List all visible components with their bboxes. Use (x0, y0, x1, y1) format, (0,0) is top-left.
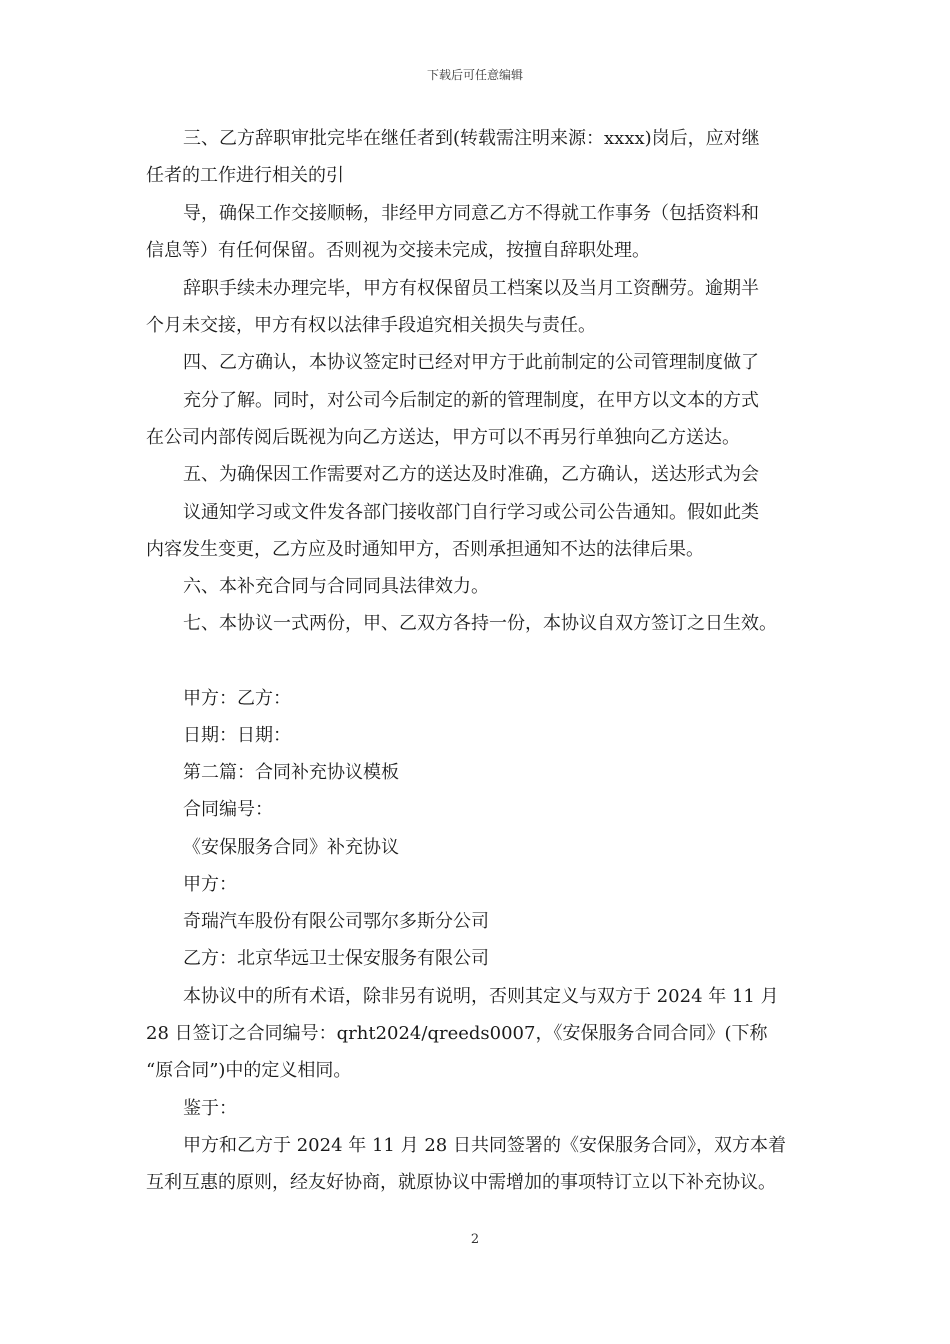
paragraph-line: 个月未交接，甲方有权以法律手段追究相关损失与责任。 (146, 315, 596, 336)
page-header: 下载后可任意编辑 (426, 68, 523, 82)
party-a-name: 奇瑞汽车股份有限公司鄂尔多斯分公司 (183, 911, 489, 932)
paragraph-line: 导，确保工作交接顺畅，非经甲方同意乙方不得就工作事务（包括资料和 (183, 203, 759, 224)
paragraph-line: 四、乙方确认，本协议签定时已经对甲方于此前制定的公司管理制度做了 (183, 352, 759, 373)
paragraph-line: 本协议中的所有术语，除非另有说明，否则其定义与双方于 2024 年 11 月 (183, 986, 779, 1007)
paragraph-line: 任者的工作进行相关的引 (146, 165, 344, 186)
party-a-label: 甲方： (183, 874, 237, 895)
paragraph-line: 充分了解。同时，对公司今后制定的新的管理制度，在甲方以文本的方式 (183, 390, 759, 411)
signature-party-line: 甲方：乙方： (183, 688, 291, 709)
section-title: 第二篇：合同补充协议模板 (183, 762, 399, 783)
paragraph-line: 在公司内部传阅后既视为向乙方送达，甲方可以不再另行单独向乙方送达。 (146, 427, 740, 448)
paragraph-line: “原合同”)中的定义相同。 (146, 1060, 352, 1081)
agreement-title: 《安保服务合同》补充协议 (183, 837, 399, 858)
whereas-label: 鉴于： (183, 1098, 237, 1119)
paragraph-line: 五、为确保因工作需要对乙方的送达及时准确，乙方确认，送达形式为会 (183, 464, 759, 485)
paragraph-line: 互利互惠的原则，经友好协商，就原协议中需增加的事项特订立以下补充协议。 (146, 1172, 776, 1193)
paragraph-line: 甲方和乙方于 2024 年 11 月 28 日共同签署的《安保服务合同》，双方本着 (183, 1135, 786, 1156)
paragraph-line: 信息等）有任何保留。否则视为交接未完成，按擅自辞职处理。 (146, 240, 650, 261)
paragraph-line: 内容发生变更，乙方应及时通知甲方，否则承担通知不达的法律后果。 (146, 539, 704, 560)
signature-date-line: 日期：日期： (183, 725, 291, 746)
contract-number-label: 合同编号： (183, 799, 273, 820)
paragraph-line: 议通知学习或文件发各部门接收部门自行学习或公司公告通知。假如此类 (183, 502, 759, 523)
paragraph-line: 28 日签订之合同编号：qrht2024/qreeds0007，《安保服务合同合同》(下称 (146, 1023, 768, 1044)
paragraph-line: 六、本补充合同与合同同具法律效力。 (183, 576, 489, 597)
paragraph-line: 辞职手续未办理完毕，甲方有权保留员工档案以及当月工资酬劳。逾期半 (183, 278, 759, 299)
paragraph-line: 三、乙方辞职审批完毕在继任者到(转载需注明来源：xxxx)岗后，应对继 (183, 128, 760, 149)
page-number: 2 (470, 1232, 480, 1247)
party-b-line: 乙方：北京华远卫士保安服务有限公司 (183, 948, 489, 969)
paragraph-line: 七、本协议一式两份，甲、乙双方各持一份，本协议自双方签订之日生效。 (183, 613, 777, 634)
